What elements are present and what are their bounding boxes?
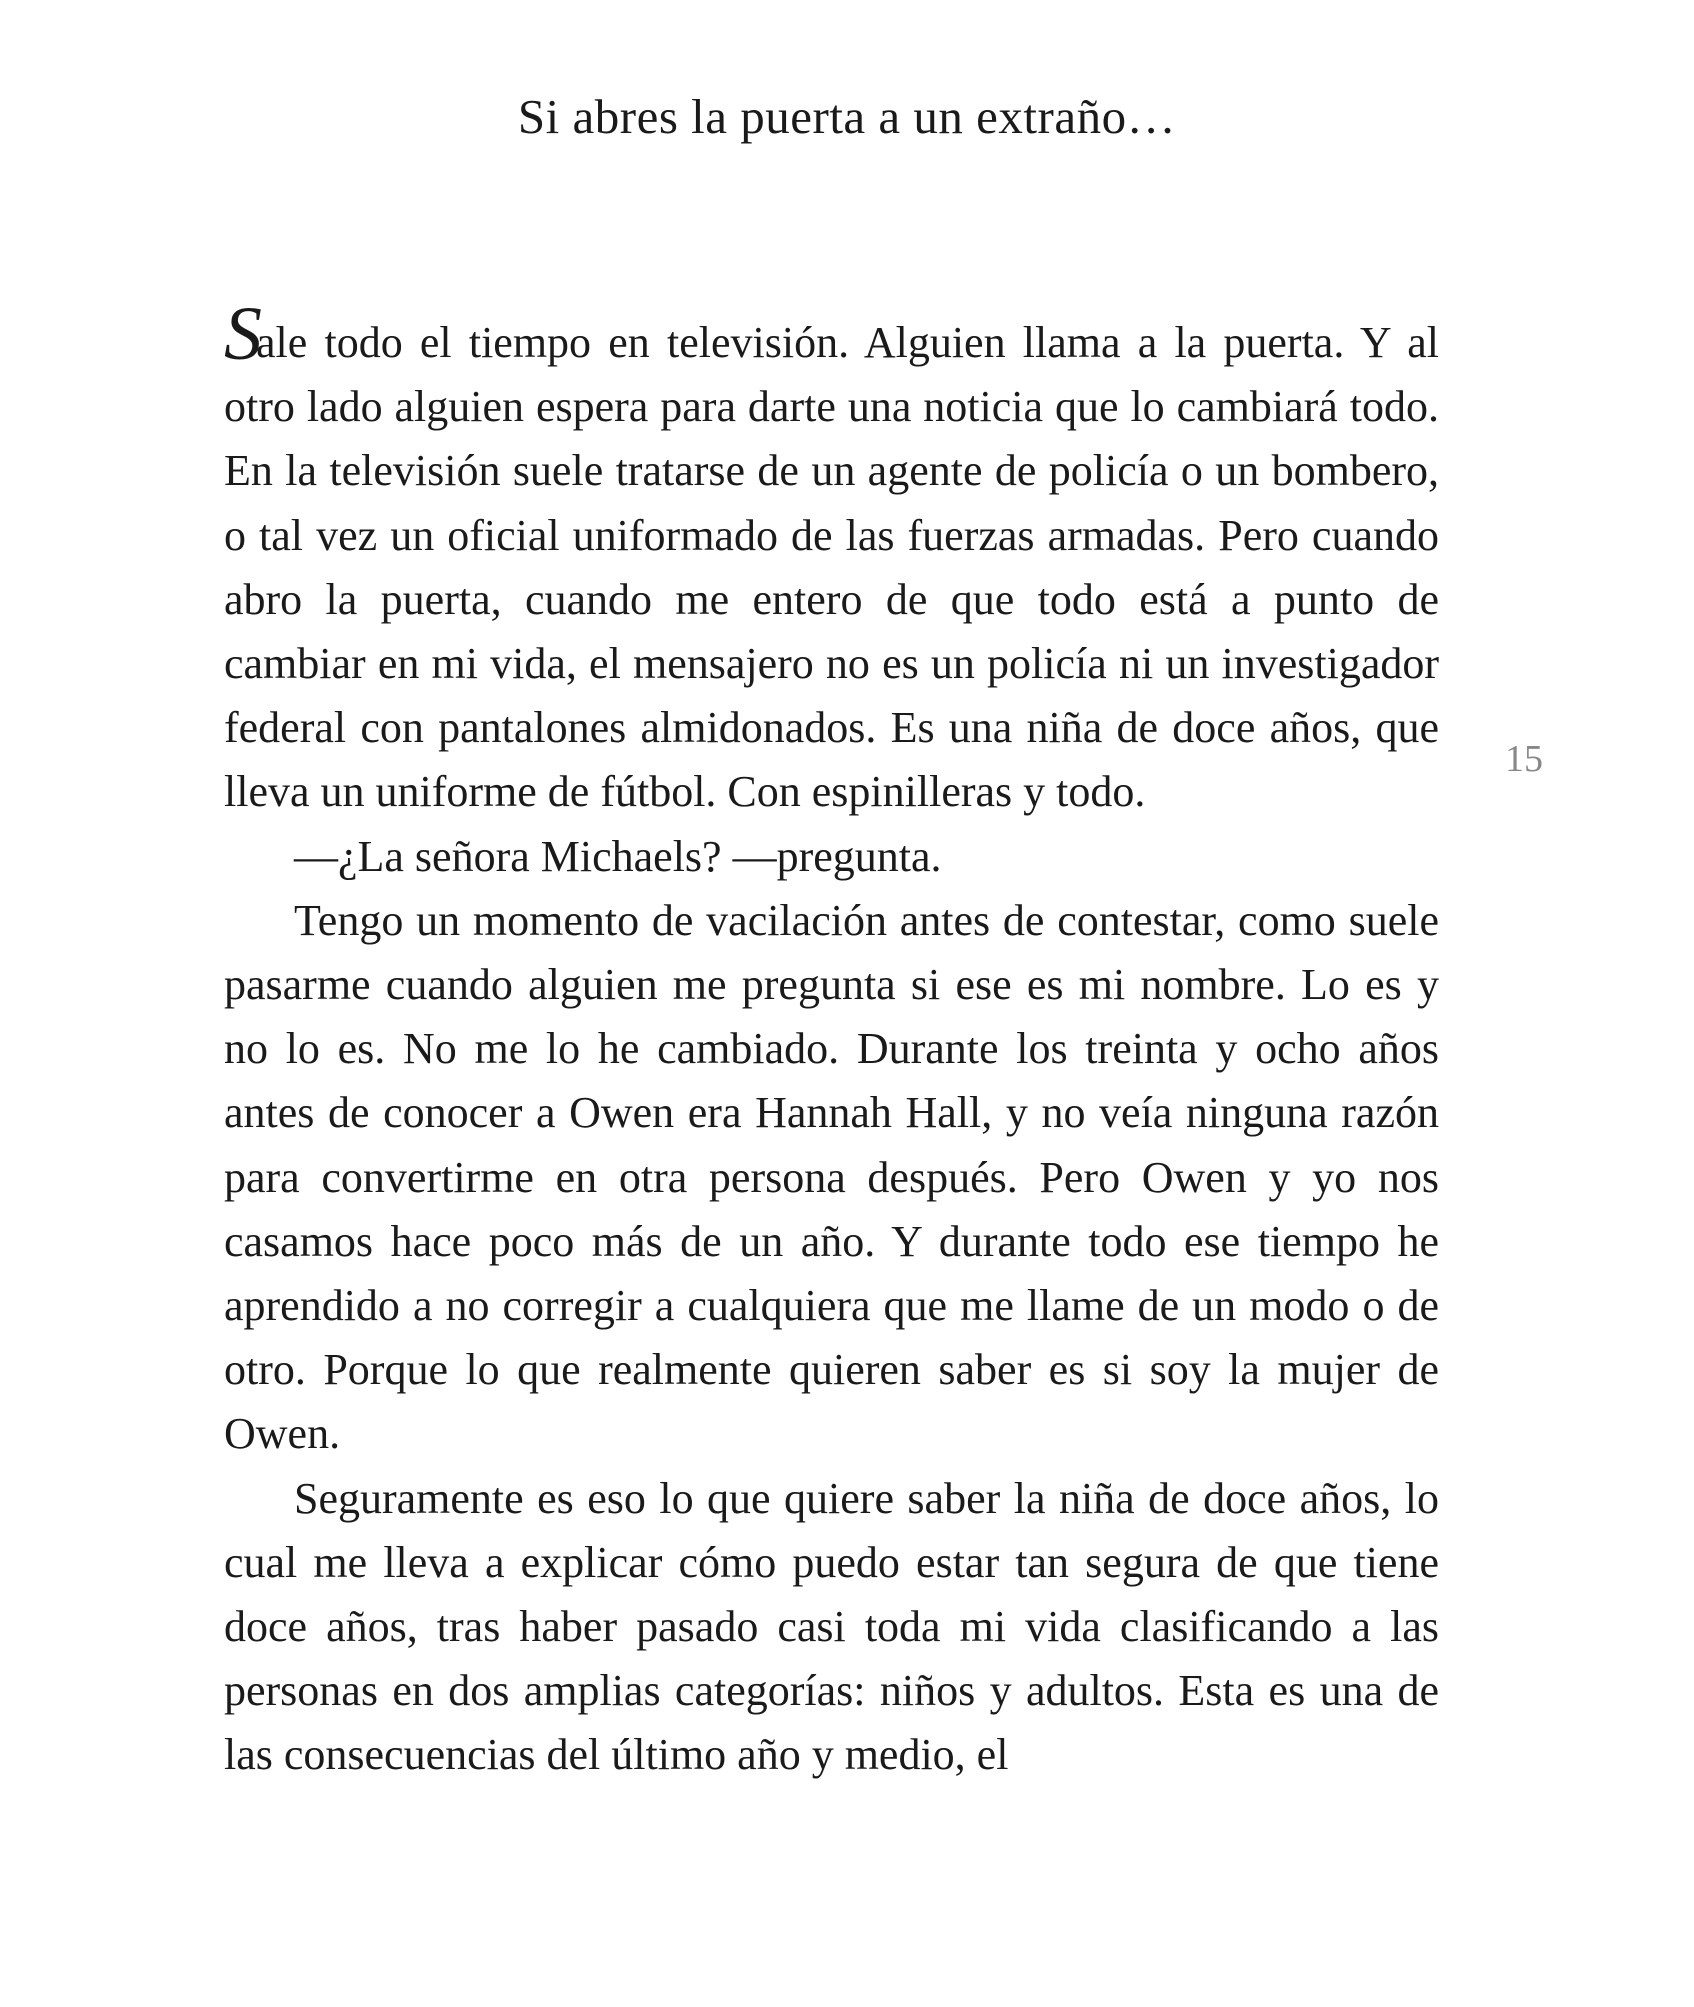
chapter-title: Si abres la puerta a un extraño…: [517, 89, 1177, 144]
paragraph-1: [224, 292, 1439, 825]
paragraph-2: —¿La señora Michaels? —pregunta.: [294, 831, 942, 881]
paragraph-4: Seguramente es eso lo que quiere saber la niña de doce años, lo cual me lleva a explicar cómo puedo estar tan segura de que tiene doce años, tras haber pasado casi toda mi vida clasificando a las personas en dos amplias categorías: niños y adultos. Esta es una de las consecuencias del último año y medio, el: [224, 1473, 1439, 1780]
body-text: [224, 292, 1439, 1788]
page-number: 15: [1505, 738, 1543, 780]
paragraph-3: Tengo un momento de vacilación antes de contestar, como suele pasarme cuando alguien me pregunta si ese es mi nombre. Lo es y no lo es. No me lo he cambiado. Durante los treinta y ocho años antes de conocer a Owen era Hannah Hall, y no veía ninguna razón para convertirme en otra persona después. Pero Owen y yo nos casamos hace poco más de un año. Y durante todo ese tiempo he aprendido a no corregir a cualquiera que me llame de un modo o de otro. Porque lo que realmente quieren saber es si soy la mujer de Owen.: [224, 895, 1439, 1459]
paragraph-1-text: ale todo el tiempo en televisión. Alguien llama a la puerta. Y al otro lado alguien espera para darte una noticia que lo cambiará todo. En la televisión suele tratarse de un agente de policía o un bombero, o tal vez un oficial uniformado de las fuerzas armadas. Pero cuando abro la puerta, cuando me entero de que todo está a punto de cambiar en mi vida, el mensajero no es un policía ni un investigador federal con pantalones almidonados. Es una niña de doce años, que lleva un uniforme de fútbol. Con espinilleras y todo.: [224, 318, 1439, 817]
drop-cap: S: [224, 292, 262, 376]
